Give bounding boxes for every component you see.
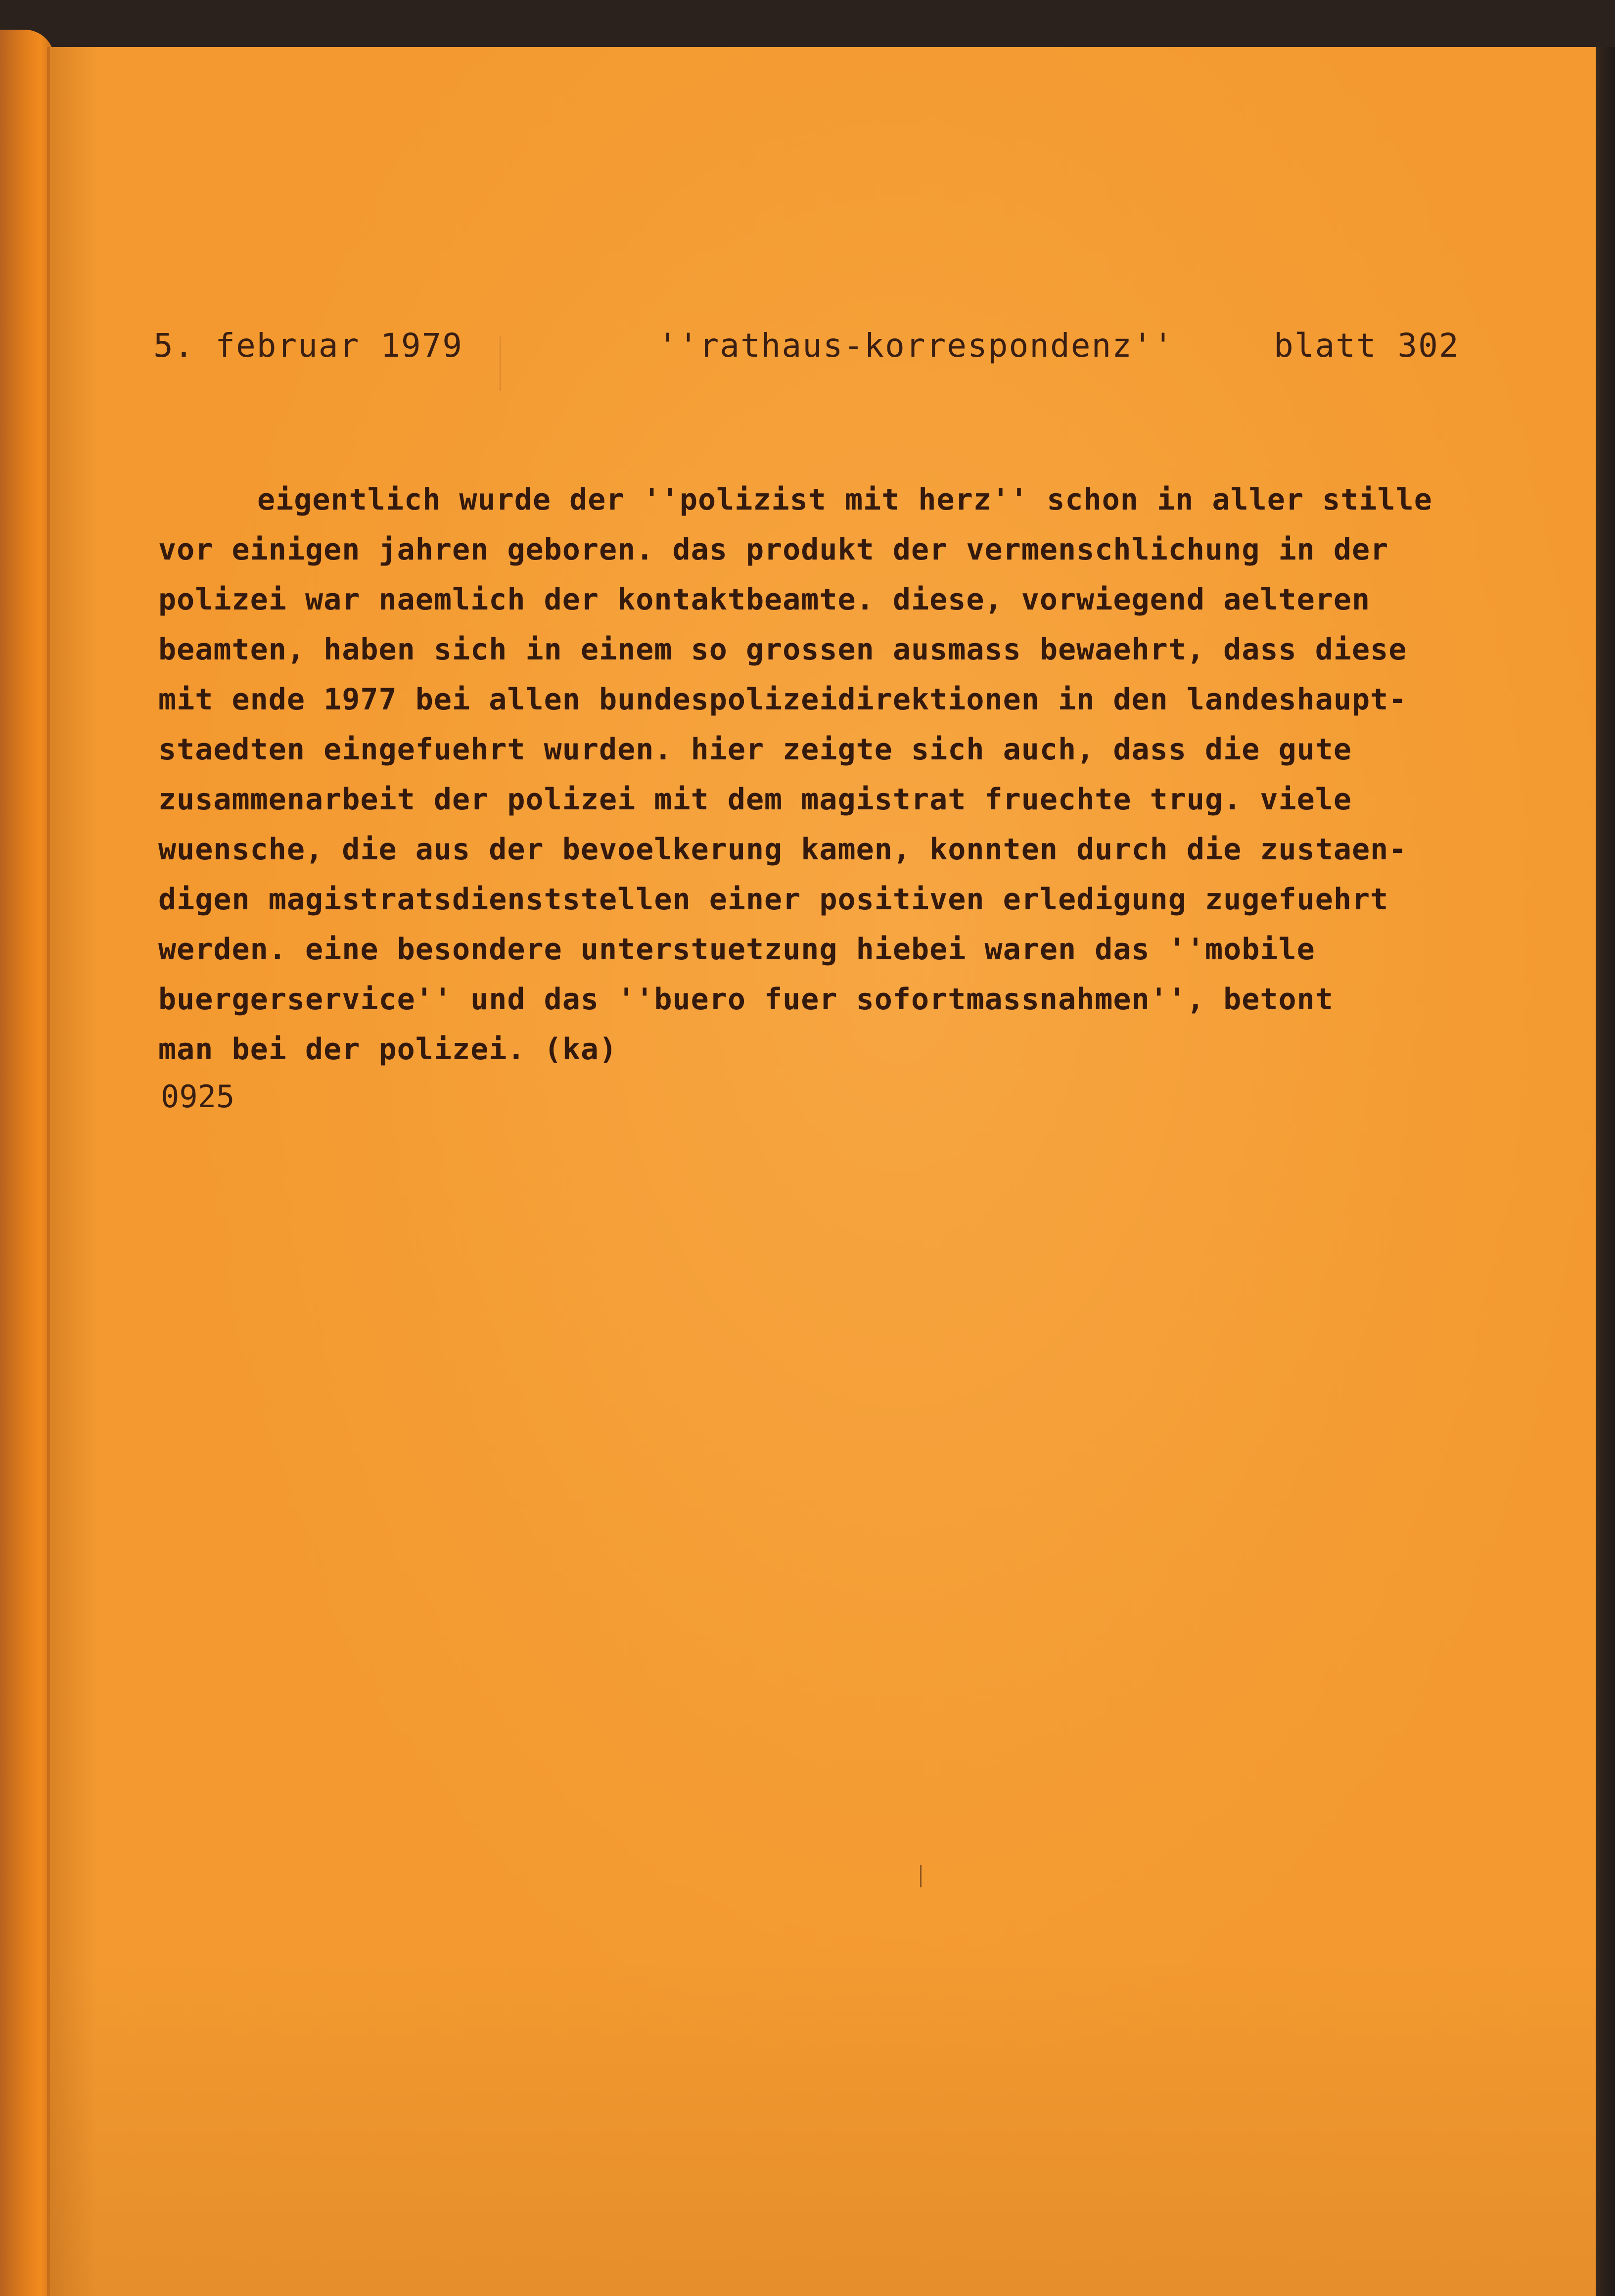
body-line: wuensche, die aus der bevoelkerung kamen, konnten durch die zustaen-	[158, 832, 1407, 867]
document-page	[47, 47, 1596, 2296]
paper-crease	[500, 336, 501, 391]
body-line: zusammenarbeit der polizei mit dem magistrat fruechte trug. viele	[158, 782, 1352, 817]
body-line: polizei war naemlich der kontaktbeamte. diese, vorwiegend aelteren	[158, 582, 1371, 617]
body-text	[158, 475, 1543, 1075]
release-code: 0925	[161, 1078, 235, 1115]
paper-mark	[920, 1865, 922, 1887]
body-line: mit ende 1977 bei allen bundespolizeidirektionen in den landeshaupt-	[158, 682, 1407, 717]
body-line: vor einigen jahren geboren. das produkt der vermenschlichung in der	[158, 532, 1389, 567]
body-line: eigentlich wurde der ''polizist mit herz'' schon in aller stille	[257, 482, 1432, 517]
previous-page-edge	[0, 30, 54, 2296]
scan-top-border	[0, 0, 1615, 47]
scan-right-border	[1593, 47, 1615, 2296]
body-line: werden. eine besondere unterstuetzung hiebei waren das ''mobile	[158, 932, 1315, 967]
header-title: ''rathaus-korrespondenz''	[658, 327, 1174, 365]
body-line: man bei der polizei. (ka)	[158, 1032, 618, 1067]
body-line: digen magistratsdienststellen einer positiven erledigung zugefuehrt	[158, 882, 1389, 917]
body-line: staedten eingefuehrt wurden. hier zeigte sich auch, dass die gute	[158, 732, 1352, 767]
body-line: buergerservice'' und das ''buero fuer sofortmassnahmen'', betont	[158, 982, 1334, 1017]
header-sheet-number: blatt 302	[1274, 327, 1460, 365]
body-line: beamten, haben sich in einem so grossen ausmass bewaehrt, dass diese	[158, 632, 1407, 667]
header-date: 5. februar 1979	[153, 327, 463, 365]
